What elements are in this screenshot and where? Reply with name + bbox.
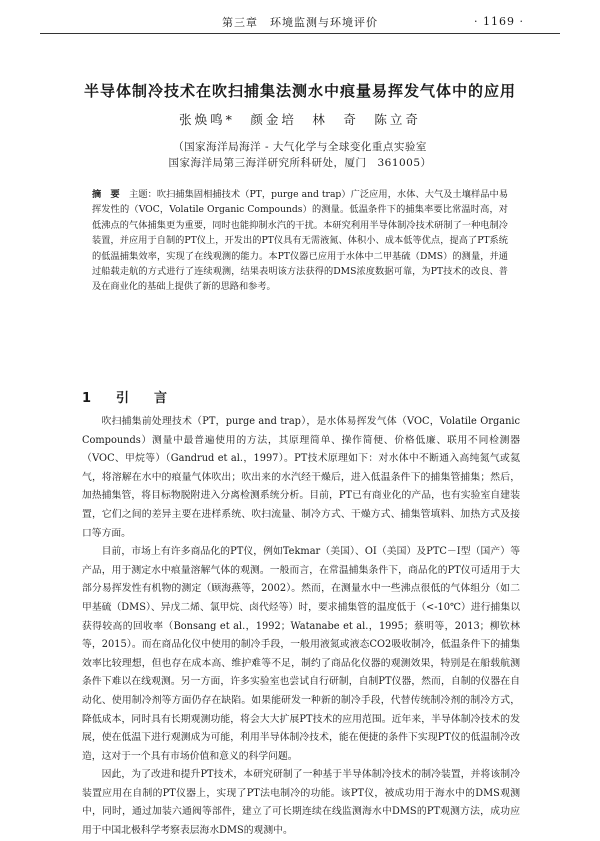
page-number: · 1169 · (474, 15, 524, 28)
author-list: 张焕鸣* 颜金培 林 奇 陈立奇 (179, 112, 421, 127)
affiliation-line-2: 国家海洋局第三海洋研究所科研处，厦门 361005） (168, 157, 432, 169)
abstract-label: 摘 要 (92, 189, 120, 200)
abstract-block (92, 187, 508, 295)
section-body (82, 413, 520, 841)
body-paragraph-1: 吹扫捕集前处理技术（PT，purge and trap），是水体易挥发气体（VOC，Volatile Organic Compounds）测量中最普遍使用的方法，其原理简单、操作简便、价格低廉、联用不同检测器（VOC、甲烷等）（Gandrud et al.，1997）。PT技术原理如下：对水体中不断通入高纯氮气或氦气，将溶解在水中的痕量气体吹出；吹出来的水汽经干燥后，进入低温条件下的捕集管捕集；然后，加热捕集管，将目标物脱附进入分离检测系统分析。目前，PT已有商业化的产品，也有实验室自建装置，它们之间的差异主要在进样系统、吹扫流量、制冷方式、干燥方式、捕集管填料、加热方式及接口等方面。 (82, 416, 520, 539)
header-rule (40, 33, 560, 34)
running-head-chapter: 第三章 环境监测与环境评价 (222, 16, 378, 29)
section-heading: 1 引 言 (82, 391, 174, 406)
paper-title: 半导体制冷技术在吹扫捕集法测水中痕量易挥发气体中的应用 (83, 82, 516, 100)
body-paragraph-3: 因此，为了改进和提升PT技术，本研究研制了一种基于半导体制冷技术的制冷装置，并将该制冷装置应用在自制的PT仪器上，实现了PT法电制冷的功能。该PT仪，被成功用于海水中的DMS观测中，同时，通过加装六通阀等部件，建立了可长期连续在线监测海水中DMS的PT观测方法，成功应用于中国北极科学考察表层海水DMS的观测中。 (82, 769, 520, 837)
affiliation-line-1: （国家海洋局海洋 - 大气化学与全球变化重点实验室 (173, 141, 427, 153)
body-paragraph-2: 目前，市场上有许多商品化的PT仪，例如Tekmar（美国）、OI（美国）及PTC－Ⅰ型（国产）等产品，用于测定水中痕量溶解气体的观测。一般而言，在常温捕集条件下，商品化的PT仪可适用于大部分易挥发性有机物的测定（顾海燕等，2002）。然而，在测量水中一些沸点很低的气体组分（如二甲基硫（DMS）、异戊二烯、氯甲烷、卤代烃等）时，要求捕集管的温度低于（<-10℃）进行捕集以获得较高的回收率（Bonsang et al.，1992；Watanabe et al.，1995；蔡明等，2013；柳钦林等，2015）。而在商品化仪中使用的制冷手段，一般用液氮或液态CO2吸收制冷，低温条件下的捕集效率比较理想，但也存在成本高、维护难等不足，制约了商品化仪器的观测效果，特别是在船载航测条件下难以在线观测。另一方面，许多实验室也尝试自行研制，自制PT仪器，然而，自制的仪器在自动化、使用制冷剂等方面仍存在缺陷。如果能研发一种新的制冷手段，代替传统制冷剂的制冷方式，降低成本，同时具有长期观测功能，将会大大扩展PT技术的应用范围。近年来，半导体制冷技术的发展，使在低温下进行观测成为可能，利用半导体制冷技术，能在便捷的条件下实现PT仪的低温制冷改造，这对于一个具有市场价值和意义的科学问题。 (82, 546, 520, 762)
running-head (40, 6, 560, 30)
abstract-text: 主题：吹扫捕集固相捕技术（PT，purge and trap）广泛应用，水体、大气及土壤样品中易挥发性的（VOC，Volatile Organic Compounds）的测量。低温条件下的捕集率要比常温时高，对低沸点的气体捕集更为重要，同时也能抑制水汽的干扰。本研究利用半导体制冷技术研制了一种电制冷装置，并应用于自制的PT仪上，开发出的PT仪具有无需液氮、体积小、成本低等优点，提高了PT系统的低温捕集效率，实现了在线观测的能力。本PT仪器已应用于水体中二甲基硫（DMS）的测量，并通过船载走航的方式进行了连续观测，结果表明该方法获得的DMS浓度数据可靠，为PT技术的改良、普及在商业化的基础上提供了新的思路和参考。 (92, 189, 509, 293)
